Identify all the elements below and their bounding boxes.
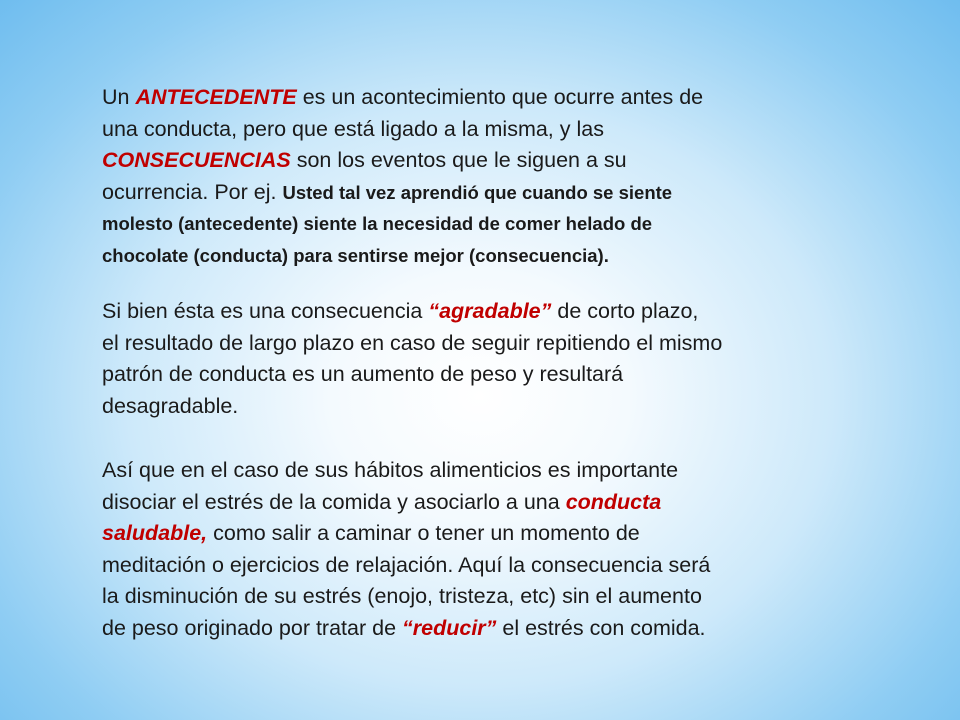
text-run: como salir a caminar o tener un momento de: [207, 521, 640, 545]
text-run: Un: [102, 85, 136, 109]
example-text: Usted tal vez aprendió que cuando se siente: [282, 181, 673, 203]
text-line: desagradable.: [102, 393, 239, 418]
text-line: meditación o ejercicios de relajación. Aquí la consecuencia será: [102, 552, 711, 577]
text-run: de peso originado por tratar de: [102, 615, 403, 640]
text-line: la disminución de su estrés (enojo, tristeza, etc) sin el aumento: [102, 584, 702, 608]
text-line: [102, 613, 882, 645]
text-line: [102, 145, 882, 177]
emphasis-conducta: conducta: [565, 489, 662, 514]
paragraph-habitos: [102, 455, 882, 644]
text-line: [102, 296, 882, 328]
text-line: [102, 82, 882, 114]
text-run: es un acontecimiento que ocurre antes de: [296, 85, 704, 109]
text-run: el estrés con comida.: [496, 615, 706, 640]
text-line: [102, 177, 882, 209]
paragraph-agradable: [102, 296, 882, 422]
text-line: [102, 487, 882, 519]
paragraph-antecedente: [102, 82, 882, 271]
example-text: molesto (antecedente) siente la necesidad de comer helado de: [102, 213, 653, 234]
emphasis-saludable: saludable,: [102, 521, 208, 545]
text-line: [102, 518, 882, 550]
text-run: ocurrencia. Por ej.: [102, 179, 283, 204]
text-run: de corto plazo,: [551, 299, 699, 323]
emphasis-antecedente: ANTECEDENTE: [135, 85, 297, 109]
text-line: una conducta, pero que está ligado a la misma, y las: [102, 116, 604, 141]
text-run: Si bien ésta es una consecuencia: [102, 299, 429, 323]
text-line: el resultado de largo plazo en caso de seguir repitiendo el mismo: [102, 330, 723, 355]
text-run: disociar el estrés de la comida y asociarlo a una: [102, 489, 566, 514]
emphasis-reducir: “reducir”: [402, 615, 497, 640]
emphasis-consecuencias: CONSECUENCIAS: [102, 148, 291, 172]
text-line: Así que en el caso de sus hábitos alimenticios es importante: [102, 458, 679, 482]
example-text: chocolate (conducta) para sentirse mejor (consecuencia).: [102, 244, 609, 266]
emphasis-agradable: “agradable”: [428, 299, 552, 323]
text-run: son los eventos que le siguen a su: [290, 148, 627, 172]
text-line: patrón de conducta es un aumento de peso y resultará: [102, 362, 624, 386]
